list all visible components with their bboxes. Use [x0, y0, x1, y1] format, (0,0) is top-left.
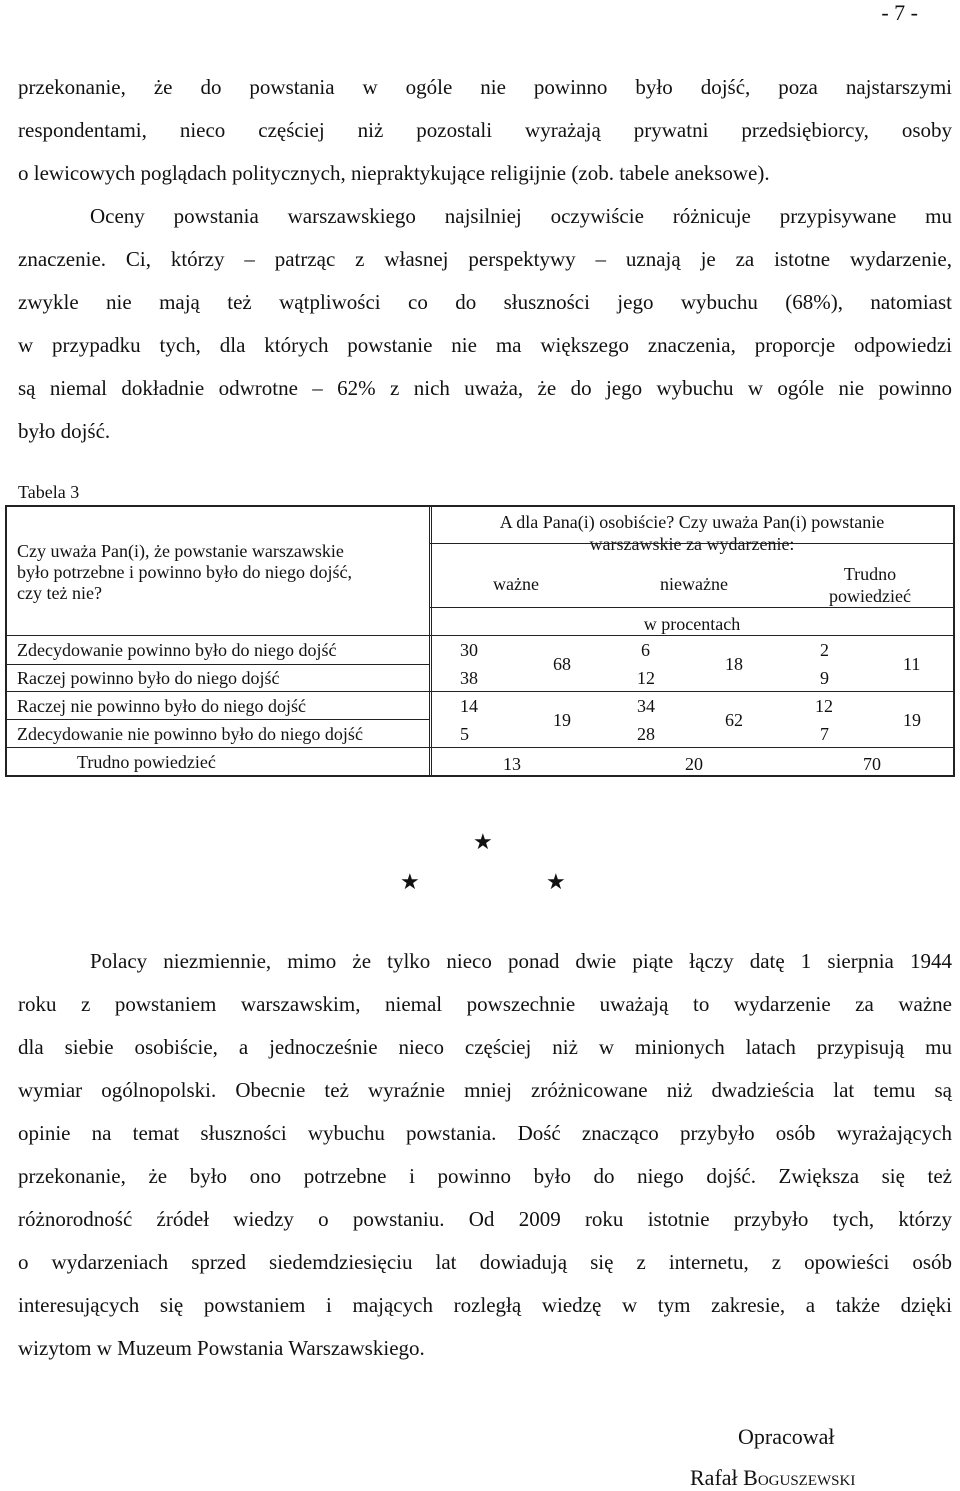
row-label: Raczej nie powinno było do niego dojść	[17, 696, 306, 716]
text-line: roku z powstaniem warszawskim, niemal powszechnie uważają to wydarzenie za ważne	[18, 992, 952, 1016]
table-rule	[7, 719, 429, 720]
signature-label: Opracował	[738, 1424, 835, 1449]
text-line: było dojść.	[18, 419, 111, 443]
cell-value: 7	[820, 724, 829, 744]
col-header-trudno	[785, 563, 955, 607]
question-left-line: Czy uważa Pan(i), że powstanie warszawskie	[17, 541, 344, 561]
text-line: są niemal dokładnie odwrotne – 62% z nich uważa, że do jego wybuchu w ogóle nie powinno	[18, 376, 952, 400]
table-rule	[429, 607, 955, 608]
cell-value: 14	[460, 696, 478, 716]
col-header-trudno-line: Trudno	[843, 564, 897, 584]
text-line: opinie na temat słuszności wybuchu powstania. Dość znacząco przybyło osób wyrażających	[18, 1121, 952, 1145]
question-left-line: było potrzebne i powinno było do niego dojść,	[17, 562, 352, 582]
star-icon: ★	[400, 869, 420, 894]
cell-value: 9	[820, 668, 829, 688]
row-label: Zdecydowanie powinno było do niego dojść	[17, 640, 337, 660]
question-top-line: warszawskie za wydarzenie:	[589, 534, 795, 554]
cell-value: 6	[641, 640, 650, 660]
cell-value: 30	[460, 640, 478, 660]
text-line: przekonanie, że do powstania w ogóle nie powinno było dojść, poza najstarszymi	[18, 75, 952, 99]
text-line: wizytom w Muzeum Powstania Warszawskiego.	[18, 1336, 425, 1360]
table-rule	[7, 747, 955, 748]
table-caption: Tabela 3	[18, 482, 80, 502]
row-label: Trudno powiedzieć	[77, 752, 216, 772]
paragraph-summary	[18, 940, 952, 1370]
col-header-wazne: ważne	[493, 574, 539, 594]
star-icon: ★	[473, 829, 493, 854]
text-line: respondentami, nieco częściej niż pozostali wyrażają prywatni przedsiębiorcy, osoby	[18, 118, 952, 142]
cell-value: 12	[815, 696, 833, 716]
text-line: o wydarzeniach sprzed siedemdziesięciu lat dowiadują się z internetu, z opowieści osób	[18, 1250, 952, 1274]
signature-author	[690, 1465, 855, 1491]
cell-value: 5	[460, 724, 469, 744]
star-icon: ★	[546, 869, 566, 894]
cell-value: 20	[685, 754, 703, 774]
table-rule	[431, 507, 432, 775]
group-total: 19	[903, 710, 921, 730]
text-line: w przypadku tych, dla których powstanie nie ma większego znaczenia, proporcje odpowiedzi	[18, 333, 952, 357]
question-left-line: czy też nie?	[17, 583, 102, 603]
cell-value: 2	[820, 640, 829, 660]
text-line: dla siebie osobiście, a jednocześnie nieco częściej niż w minionych latach przypisują mu	[18, 1035, 952, 1059]
text-line: Polacy niezmiennie, mimo że tylko nieco ponad dwie piąte łączy datę 1 sierpnia 1944	[90, 949, 952, 973]
text-line: o lewicowych poglądach politycznych, niepraktykujące religijnie (zob. tabele aneksowe).	[18, 161, 770, 185]
text-line: różnorodność źródeł wiedzy o powstaniu. Od 2009 roku istotnie przybyło tych, którzy	[18, 1207, 952, 1231]
group-total: 62	[725, 710, 743, 730]
cell-value: 12	[637, 668, 655, 688]
unit-label: w procentach	[643, 614, 741, 634]
table-rule	[429, 543, 955, 544]
col-header-niewazne: nieważne	[660, 574, 728, 594]
text-line: wymiar ogólnopolski. Obecnie też wyraźnie mniej zróżnicowane niż dwadzieścia lat temu są	[18, 1078, 952, 1102]
question-left	[17, 541, 352, 604]
author-surname: Boguszewski	[743, 1465, 856, 1490]
text-line: przekonanie, że było ono potrzebne i powinno było do niego dojść. Zwiększa się też	[18, 1164, 952, 1188]
table-rule	[7, 635, 955, 636]
group-total: 19	[553, 710, 571, 730]
cell-value: 28	[637, 724, 655, 744]
group-total: 68	[553, 654, 571, 674]
table-rule	[7, 691, 955, 692]
text-line: Oceny powstania warszawskiego najsilniej oczywiście różnicuje przypisywane mu	[90, 204, 952, 228]
table-rule	[7, 664, 429, 665]
cell-value: 13	[503, 754, 521, 774]
text-line: interesujących się powstaniem i mających rozległą wiedzę w tym zakresie, a także dzięki	[18, 1293, 952, 1317]
question-top	[429, 511, 955, 555]
question-top-line: A dla Pana(i) osobiście? Czy uważa Pan(i) powstanie	[499, 512, 885, 532]
survey-table	[5, 505, 955, 777]
section-divider	[0, 828, 960, 898]
cell-value: 34	[637, 696, 655, 716]
paragraph-intro	[18, 66, 952, 453]
cell-value: 38	[460, 668, 478, 688]
col-header-trudno-line: powiedzieć	[829, 586, 911, 606]
author-first-name: Rafał	[690, 1465, 738, 1490]
group-total: 18	[725, 654, 743, 674]
page-number: - 7 -	[881, 0, 918, 25]
cell-value: 70	[863, 754, 881, 774]
group-total: 11	[903, 654, 921, 674]
text-line: zwykle nie mają też wątpliwości co do słuszności jego wybuchu (68%), natomiast	[18, 290, 952, 314]
text-line: znaczenie. Ci, którzy – patrząc z własnej perspektywy – uznają je za istotne wydarzenie,	[18, 247, 952, 271]
row-label: Zdecydowanie nie powinno było do niego dojść	[17, 724, 363, 744]
table-rule	[429, 507, 430, 775]
row-label: Raczej powinno było do niego dojść	[17, 668, 280, 688]
